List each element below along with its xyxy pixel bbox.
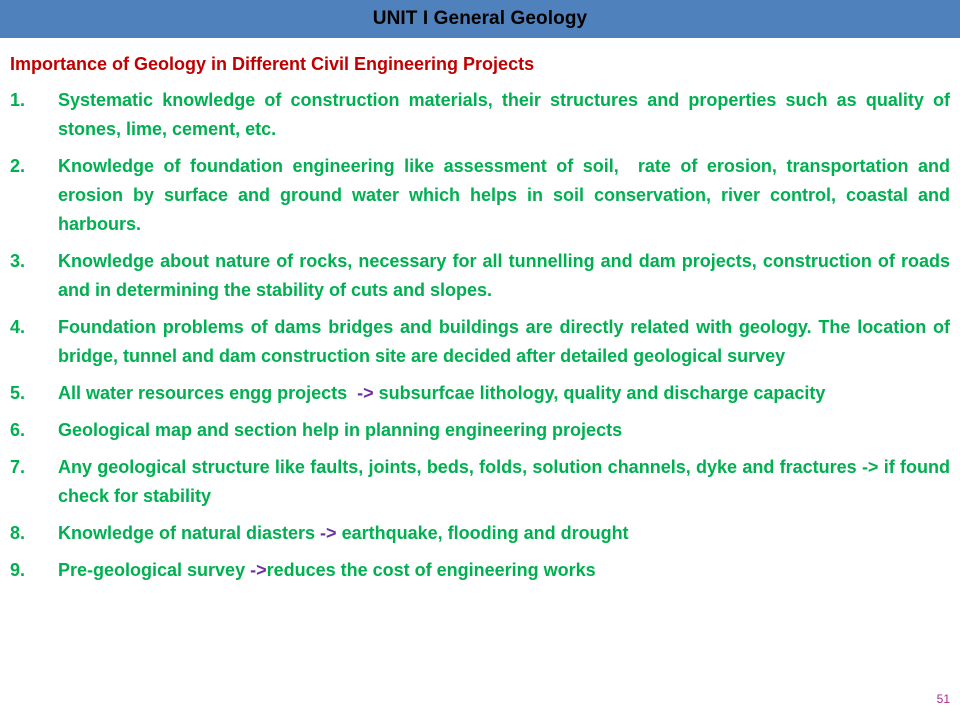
list-item-text-before: Knowledge of natural diasters [58, 523, 321, 543]
list-item [10, 152, 956, 239]
list-item-number: 2. [10, 156, 26, 176]
list-item [10, 379, 950, 408]
list-item [10, 313, 950, 371]
list-item-number: 8. [10, 523, 26, 543]
arrow-symbol: -> [320, 523, 337, 543]
page-number: 51 [936, 692, 950, 706]
list-item-number: 1. [10, 90, 26, 110]
list-item-text: Foundation problems of dams bridges and buildings are directly related with geology. The location of bridge, tunnel and dam construction site are decided after detailed geological survey [58, 317, 950, 366]
list-item-number: 7. [10, 457, 26, 477]
list-item-text: Any geological structure like faults, joints, beds, folds, solution channels, dyke and fractures -> if found check for stability [58, 457, 950, 506]
list-item-text: Geological map and section help in planning engineering projects [58, 420, 623, 440]
slide-title: UNIT I General Geology [372, 8, 588, 29]
arrow-symbol: -> [250, 560, 267, 580]
slide-header-bar [0, 0, 960, 38]
list-item [10, 519, 950, 548]
list-item [10, 453, 950, 511]
list-item-number: 5. [10, 383, 26, 403]
list-item-number: 9. [10, 560, 26, 580]
list-item-number: 6. [10, 420, 26, 440]
list-item [10, 86, 950, 144]
list-item [10, 556, 950, 585]
list-item-text: Systematic knowledge of construction materials, their structures and properties such as quality of stones, lime, cement, etc. [58, 90, 950, 139]
arrow-symbol: -> [357, 383, 374, 403]
list-item-text: Knowledge of foundation engineering like assessment of soil, rate of erosion, transportation and erosion by surface and ground water which helps in soil conservation, river control, coastal and harbours. [58, 156, 956, 234]
list-item-text-after: reduces the cost of engineering works [266, 560, 596, 580]
list-item-text-after: earthquake, flooding and drought [336, 523, 629, 543]
section-heading: Importance of Geology in Different Civil Engineering Projects [10, 54, 535, 74]
list-item [10, 247, 950, 305]
list-item-text: Knowledge about nature of rocks, necessary for all tunnelling and dam projects, construction of roads and in determining the stability of cuts and slopes. [58, 251, 950, 300]
list-item [10, 416, 950, 445]
list-item-text-after: subsurfcae lithology, quality and discharge capacity [373, 383, 826, 403]
importance-list [10, 86, 956, 593]
list-item-number: 4. [10, 317, 26, 337]
list-item-text-before: Pre-geological survey [58, 560, 251, 580]
list-item-number: 3. [10, 251, 26, 271]
list-item-text-before: All water resources engg projects [58, 383, 358, 403]
